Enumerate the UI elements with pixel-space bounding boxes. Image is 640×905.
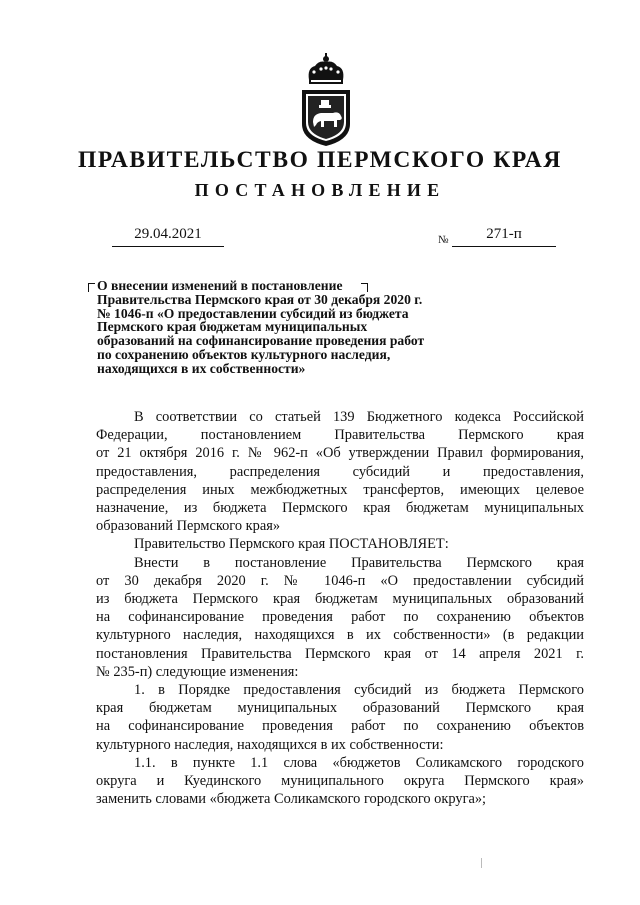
subject-line: находящихся в их собственности» xyxy=(97,360,306,376)
body-line: на софинансирование проведения работ по сохранению объектов xyxy=(96,718,584,735)
body-line: от 30 декабря 2020 г. № 1046-п «О предоставлении субсидий xyxy=(96,572,584,589)
number-sign: № xyxy=(438,234,449,246)
scan-artifact xyxy=(481,858,482,868)
decree-date: 29.04.2021 xyxy=(112,226,224,247)
body-line: Внести в постановление Правительства Пермского края xyxy=(134,554,584,571)
subject-bracket-left xyxy=(88,283,95,292)
decree-subject xyxy=(97,279,497,376)
body-line: на софинансирование проведения работ по сохранению объектов xyxy=(96,609,584,626)
subject-line: по сохранению объектов культурного наследия, xyxy=(97,346,391,362)
body-line: предоставления, распределения субсидий и предоставления, xyxy=(96,463,584,480)
body-line: назначение, из бюджета Пермского края бюджетам муниципальных xyxy=(96,500,584,517)
body-line: края бюджетам муниципальных образований Пермского края xyxy=(96,700,584,717)
subject-line: № 1046-п «О предоставлении субсидий из бюджета xyxy=(97,305,409,321)
body-line: распределения иных межбюджетных трансфертов, имеющих целевое xyxy=(96,481,584,498)
body-line-resolution: Правительство Пермского края ПОСТАНОВЛЯЕТ: xyxy=(134,536,449,553)
subject-line: Правительства Пермского края от 30 декабря 2020 г. xyxy=(97,291,423,307)
decree-body xyxy=(96,408,584,808)
body-line: от 21 октября 2016 г. № 962-п «Об утверждении Правил формирования, xyxy=(96,445,584,462)
body-line: заменить словами «бюджета Соликамского городского округа»; xyxy=(96,791,487,808)
body-line: № 235-п) следующие изменения: xyxy=(96,663,299,680)
body-line: округа и Куединского муниципального округа Пермского края» xyxy=(96,773,584,790)
body-line: Федерации, постановлением Правительства Пермского края xyxy=(96,427,584,444)
coat-of-arms-emblem xyxy=(297,50,355,150)
body-line: культурного наследия, находящихся в их собственности» (в редакции xyxy=(96,627,584,644)
subject-line: Пермского края бюджетам муниципальных xyxy=(97,319,368,335)
body-line: образований Пермского края» xyxy=(96,518,281,535)
perm-krai-coat-of-arms-icon xyxy=(297,50,355,150)
body-line: 1. в Порядке предоставления субсидий из бюджета Пермского xyxy=(134,682,584,699)
body-line: из бюджета Пермского края бюджетам муниципальных образований xyxy=(96,591,584,608)
body-line: 1.1. в пункте 1.1 слова «бюджетов Соликамского городского xyxy=(134,754,584,771)
subject-line: О внесении изменений в постановление xyxy=(97,278,343,293)
body-line: культурного наследия, находящихся в их собственности: xyxy=(96,736,444,753)
body-line: В соответствии со статьей 139 Бюджетного кодекса Российской xyxy=(134,409,584,425)
body-line: постановления Правительства Пермского края от 14 апреля 2021 г. xyxy=(96,645,584,662)
decree-number: 271-п xyxy=(452,226,556,247)
subject-line: образований на софинансирование проведения работ xyxy=(97,333,425,349)
document-type-title: ПОСТАНОВЛЕНИЕ xyxy=(194,180,446,200)
government-title: ПРАВИТЕЛЬСТВО ПЕРМСКОГО КРАЯ xyxy=(78,147,562,173)
